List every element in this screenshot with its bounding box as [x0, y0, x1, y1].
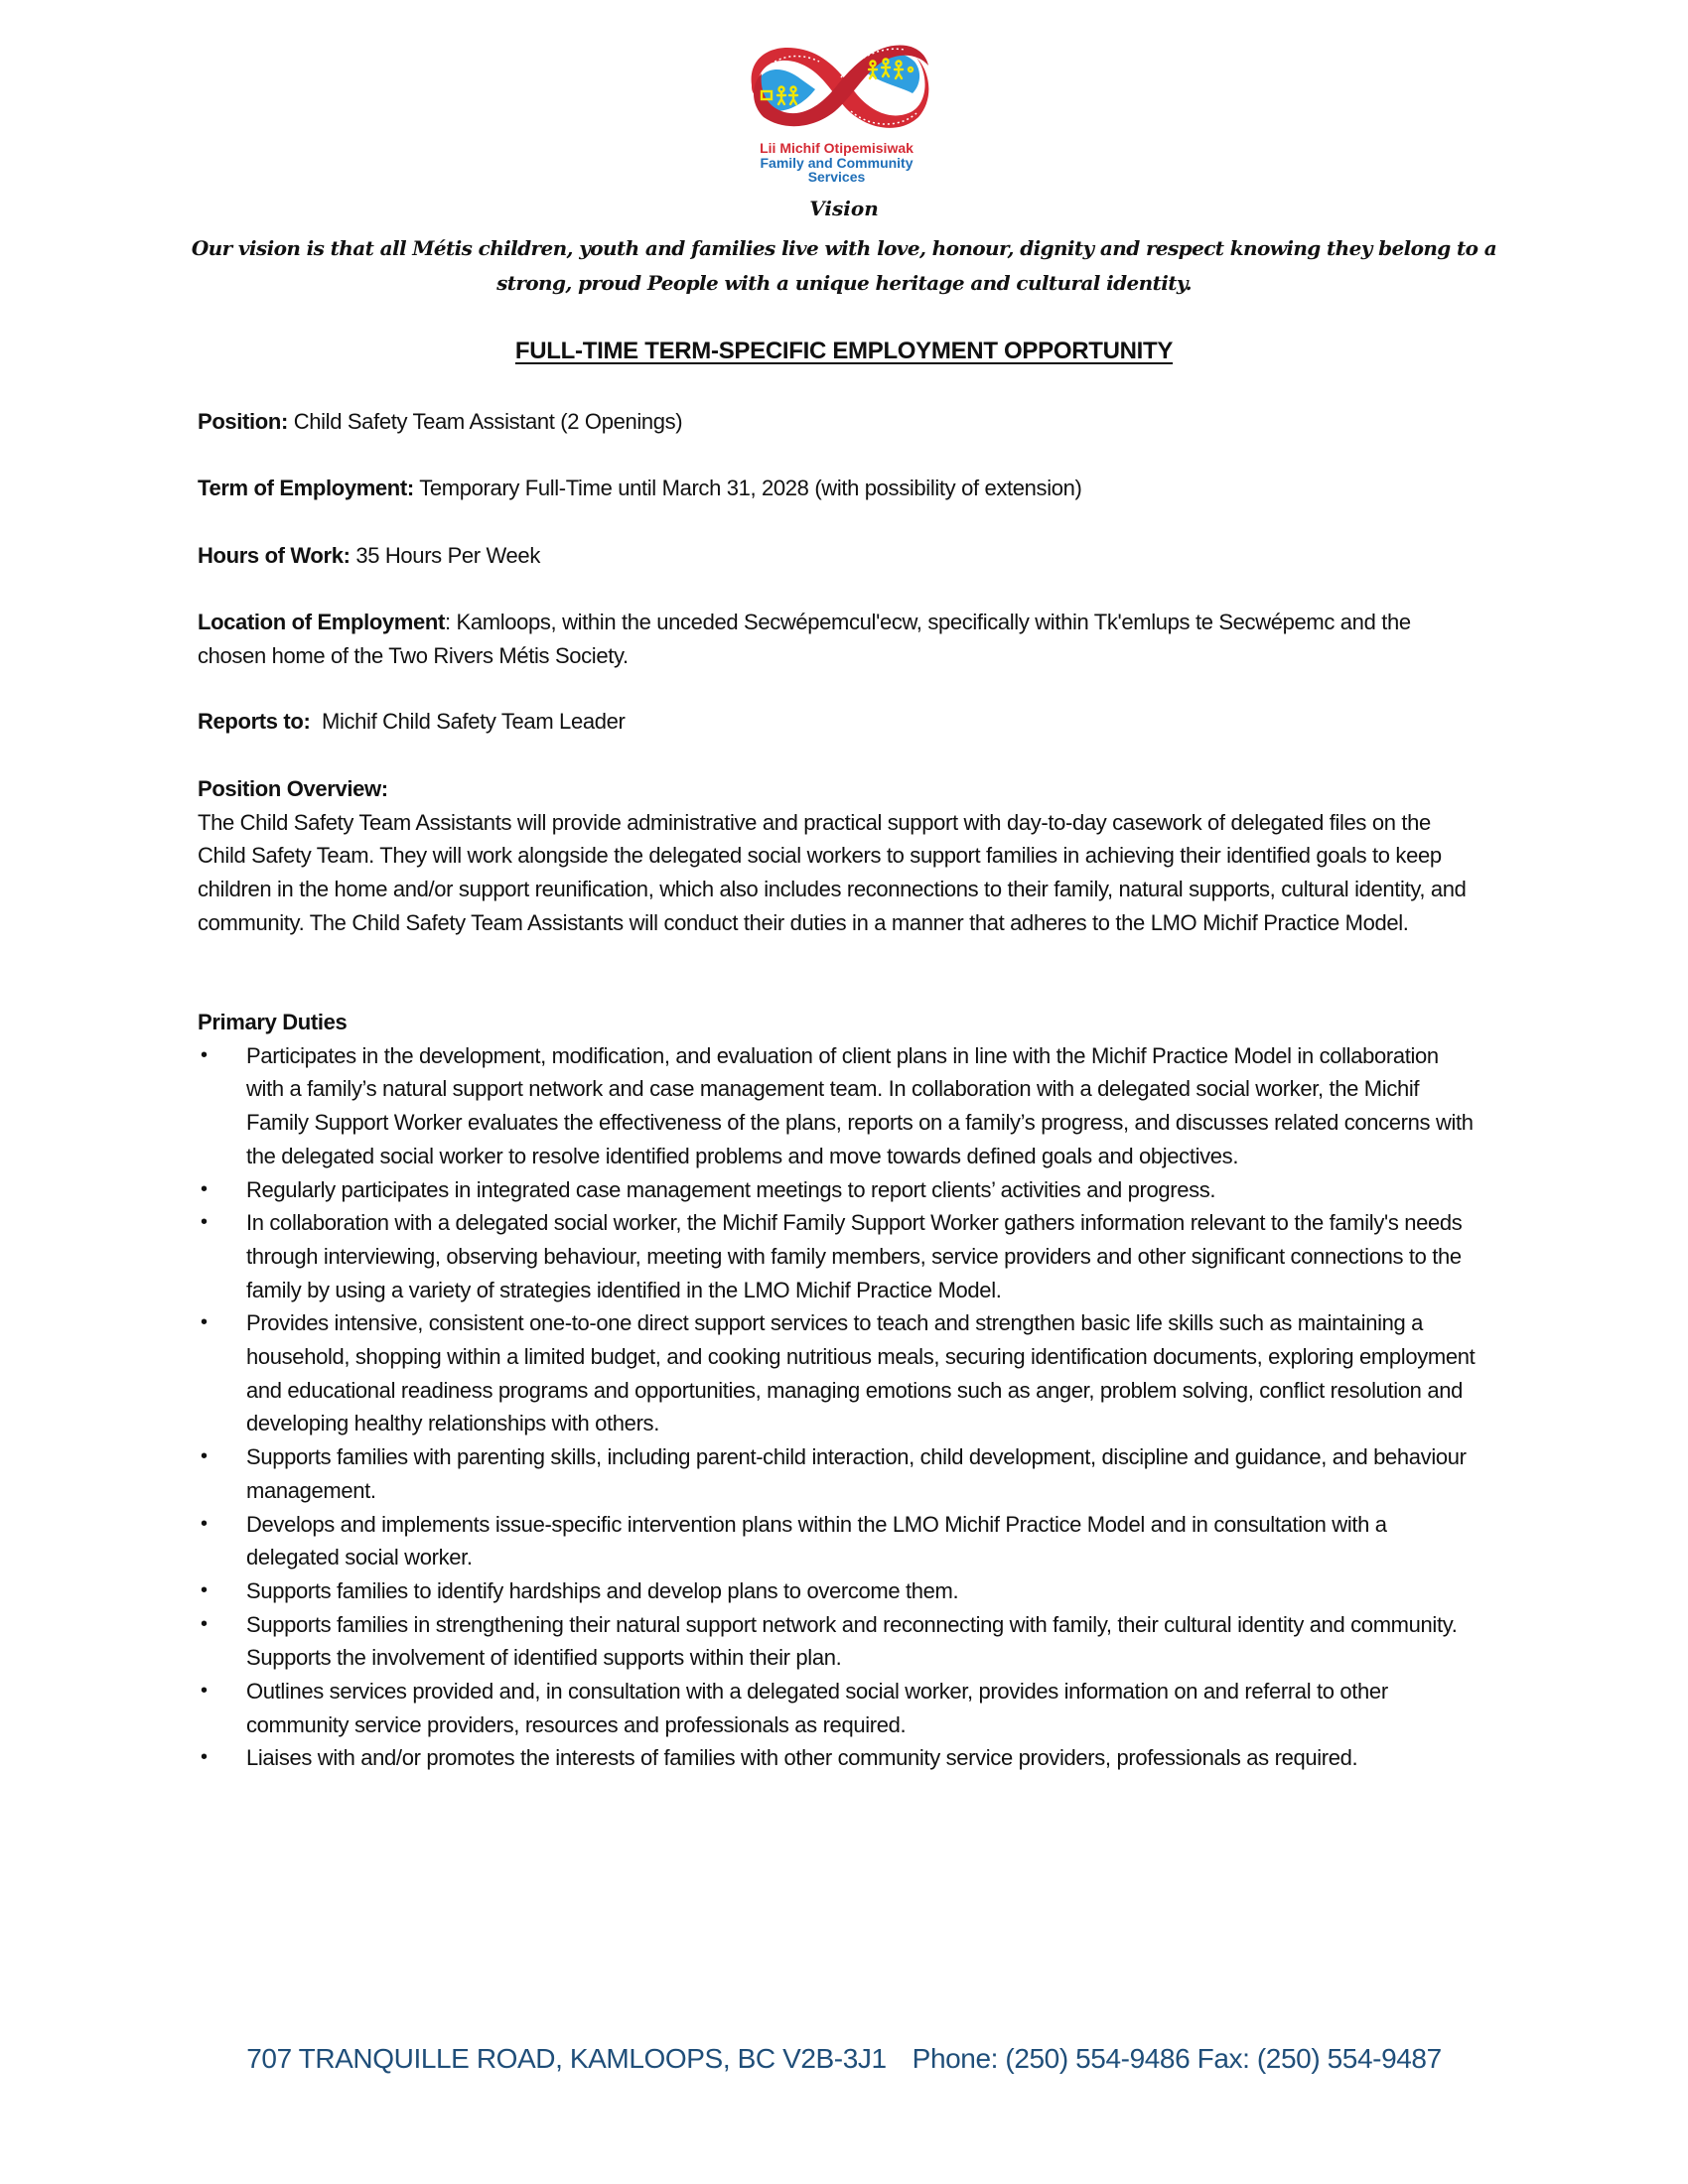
duty-text: Supports families to identify hardships and develop plans to overcome them.: [246, 1577, 959, 1603]
vision-title: Vision: [809, 197, 879, 220]
organization-logo: [730, 28, 943, 183]
logo-text-line3: Services: [807, 169, 866, 185]
duty-item: [198, 1206, 1478, 1306]
duty-item: [198, 1608, 1478, 1675]
duty-item: [198, 1741, 1478, 1775]
primary-duties-label: Primary Duties: [198, 1010, 348, 1034]
duty-item: [198, 1675, 1478, 1741]
field-position-label: Position:: [198, 409, 288, 434]
field-position-value: Child Safety Team Assistant (2 Openings): [287, 409, 683, 434]
position-overview-text: The Child Safety Team Assistants will provide administrative and practical support with day-to-day casework of delegated files on the Child Safety Team. They will work alongside the delegated social workers to support families in achieving their identified goals to keep children in the home and/or support reunification, which also includes reconnections to their family, natural supports, cultural identity, and community. The Child Safety Team Assistants will conduct their duties in a manner that adheres to the LMO Michif Practice Model.: [198, 809, 1467, 935]
footer-phone-fax: Phone: (250) 554-9486 Fax: (250) 554-9487: [912, 2043, 1442, 2074]
logo-text-line1: Lii Michif Otipemisiwak: [760, 140, 914, 156]
footer-address: 707 TRANQUILLE ROAD, KAMLOOPS, BC V2B-3J1: [246, 2043, 887, 2074]
duty-text: Regularly participates in integrated case management meetings to report clients’ activities and progress.: [246, 1176, 1216, 1202]
field-location: [198, 606, 1478, 672]
duty-text: Provides intensive, consistent one-to-one direct support services to teach and strengthen basic life skills such as maintaining a household, shopping within a limited budget, and cooking nutritious meals, securing identification documents, exploring employment and educational readiness programs and opportunities, managing emotions such as anger, problem solving, conflict resolution and developing healthy relationships with others.: [246, 1310, 1476, 1436]
vision-statement: Our vision is that all Métis children, youth and families live with love, honour, dignity and respect knowing they belong to a strong, proud People with a unique heritage and cultural identity.: [191, 236, 1497, 295]
field-reports-to: [198, 705, 1478, 739]
duty-text: Supports families with parenting skills, including parent-child interaction, child development, discipline and guidance, and behaviour management.: [246, 1444, 1467, 1503]
position-overview-section: [198, 772, 1478, 940]
duty-item: [198, 1508, 1478, 1574]
bullet-icon: •: [201, 1043, 208, 1066]
duty-text: In collaboration with a delegated social worker, the Michif Family Support Worker gathers information relevant to the family's needs through interviewing, observing behaviour, meeting with family members, service providers and other significant connections to the family by using a variety of strategies identified in the LMO Michif Practice Model.: [246, 1210, 1463, 1302]
bullet-icon: •: [201, 1445, 208, 1468]
primary-duties-section: [198, 1006, 1478, 1775]
field-hours-value: 35 Hours Per Week: [350, 543, 540, 568]
bullet-icon: •: [201, 1746, 208, 1769]
duty-item: [198, 1440, 1478, 1507]
duties-list: [198, 1039, 1478, 1775]
bullet-icon: •: [201, 1680, 208, 1703]
logo-text-line2: Family and Community: [760, 155, 914, 171]
duty-item: [198, 1306, 1478, 1440]
duty-text: Liaises with and/or promotes the interests of families with other community service providers, professionals as required.: [246, 1745, 1358, 1771]
bullet-icon: •: [201, 1578, 208, 1601]
bullet-icon: •: [201, 1512, 208, 1535]
field-hours: [198, 539, 1478, 573]
field-term: [198, 472, 1478, 505]
field-location-value: : Kamloops, within the unceded Secwépemcul'ecw, specifically within Tk'emlups te Secwépemc and the chosen home of the Two Rivers Métis Society.: [198, 610, 1411, 668]
page-title-text: FULL-TIME TERM-SPECIFIC EMPLOYMENT OPPORTUNITY: [514, 338, 1174, 364]
bullet-icon: •: [201, 1177, 208, 1200]
footer-contact: [0, 2043, 1688, 2075]
duty-item: [198, 1173, 1478, 1207]
bullet-icon: •: [201, 1211, 208, 1234]
field-location-label: Location of Employment: [198, 610, 445, 634]
field-term-label: Term of Employment:: [198, 476, 414, 500]
position-overview-label: Position Overview:: [198, 776, 388, 801]
duty-item: [198, 1039, 1478, 1173]
field-hours-label: Hours of Work:: [198, 543, 351, 568]
infinity-sash-logo-icon: [742, 28, 931, 139]
bullet-icon: •: [201, 1311, 208, 1334]
field-position: [198, 405, 1478, 439]
page-title: [0, 338, 1688, 365]
duty-text: Supports families in strengthening their natural support network and reconnecting with family, their cultural identity and community. Supports the involvement of identified supports within their plan.: [246, 1611, 1458, 1671]
duty-item: [198, 1574, 1478, 1608]
field-reports-to-value: Michif Child Safety Team Leader: [310, 709, 626, 734]
bullet-icon: •: [201, 1612, 208, 1635]
duty-text: Develops and implements issue-specific intervention plans within the LMO Michif Practice Model and in consultation with a delegated social worker.: [246, 1511, 1387, 1570]
duty-text: Outlines services provided and, in consultation with a delegated social worker, provides information on and referral to other community service providers, resources and professionals as required.: [246, 1679, 1388, 1737]
duty-text: Participates in the development, modification, and evaluation of client plans in line with the Michif Practice Model in collaboration with a family’s natural support network and case management team. In collaboration with a delegated social worker, the Michif Family Support Worker evaluates the effectiveness of the plans, reports on a family’s progress, and discusses related concerns with the delegated social worker to resolve identified problems and move towards defined goals and objectives.: [246, 1042, 1474, 1168]
field-term-value: Temporary Full-Time until March 31, 2028 (with possibility of extension): [413, 476, 1082, 500]
field-reports-to-label: Reports to:: [198, 709, 311, 734]
